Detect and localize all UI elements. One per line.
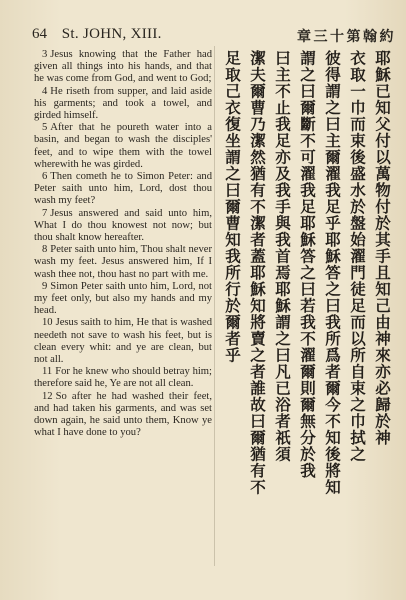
verse xyxy=(34,122,212,171)
verse xyxy=(34,171,212,208)
verse-text: Simon Peter saith unto him, Lord, not my feet only, but also my hands and my head. xyxy=(34,280,212,317)
english-text xyxy=(34,49,212,589)
verse xyxy=(34,244,212,281)
verse-number: 12 xyxy=(42,390,53,402)
chinese-column: 謂之曰爾斷不可濯我足耶穌答之曰若我不濯爾則爾無分於我 xyxy=(298,50,316,479)
chinese-title: 章三十第翰約 xyxy=(297,29,396,45)
verse xyxy=(34,208,212,245)
verse-text: He riseth from supper, and laid aside his garments; and took a towel, and girded himself. xyxy=(34,85,212,122)
verse-number: 6 xyxy=(42,171,48,183)
verse-number: 8 xyxy=(42,244,48,256)
verse-text: Jesus saith to him, He that is washed needeth not save to wash his feet, but is clean every whit: and ye are clean, but not all. xyxy=(34,317,212,366)
chinese-column: 彼得謂之曰主爾濯我足乎耶穌答之曰我所爲者爾今不知後將知 xyxy=(323,50,341,496)
chinese-column: 足取己衣復坐謂之曰爾曹知我所行於爾者乎 xyxy=(223,50,241,364)
verse xyxy=(34,391,212,440)
chinese-column: 耶穌已知父付以萬物付於其手且知己由神來亦必歸於神 xyxy=(373,50,391,446)
chinese-text xyxy=(222,50,392,570)
column-divider xyxy=(214,46,215,566)
verse-number: 11 xyxy=(42,366,53,378)
running-head: St. JOHN, XIII. xyxy=(61,26,162,42)
chinese-column: 潔夫爾曹乃潔然猶有不潔者蓋耶穌知將賣之者誰故曰爾猶有不 xyxy=(248,50,266,496)
verse-number: 10 xyxy=(42,317,53,329)
verse-number: 3 xyxy=(42,49,48,60)
page-header-english xyxy=(32,26,222,44)
verse-text: So after he had washed their feet, and had taken his garments, and was set down again, he said unto them, Know ye what I have done to you? xyxy=(34,390,212,439)
verse-text: Then cometh he to Simon Peter: and Peter saith unto him, Lord, dost thou wash my feet? xyxy=(34,171,212,207)
verse-text: After that he poureth water into a basin, and began to wash the disciples' feet, and to wipe them with the towel wherewith he was girded. xyxy=(34,122,212,170)
verse xyxy=(34,49,212,86)
verse xyxy=(34,317,212,366)
page-number: 64 xyxy=(32,26,47,42)
verse-number: 7 xyxy=(42,207,48,219)
verse-number: 5 xyxy=(42,122,48,134)
verse-text: Jesus answered and said unto him, What I do thou knowest not now; but thou shalt know hereafter. xyxy=(34,207,212,244)
verse xyxy=(34,281,212,318)
verse xyxy=(34,366,212,390)
verse-number: 4 xyxy=(42,85,48,97)
chinese-column: 曰主不止我足亦及我手與我首焉耶穌謂之曰凡已浴者祇須 xyxy=(273,50,291,463)
verse-number: 9 xyxy=(42,280,48,292)
verse-text: Jesus knowing that the Father had given all things into his hands, and that he was come from God, and went to God; xyxy=(34,49,212,85)
chinese-column: 衣取一巾而束後盛水於盤始濯門徒足而以所自束之巾拭之 xyxy=(348,50,366,463)
verse-text: Peter saith unto him, Thou shalt never wash my feet. Jesus answered him, If I wash thee not, thou hast no part with me. xyxy=(34,244,212,280)
verse xyxy=(34,86,212,123)
verse-text: For he knew who should betray him; therefore said he, Ye are not all clean. xyxy=(34,366,212,390)
